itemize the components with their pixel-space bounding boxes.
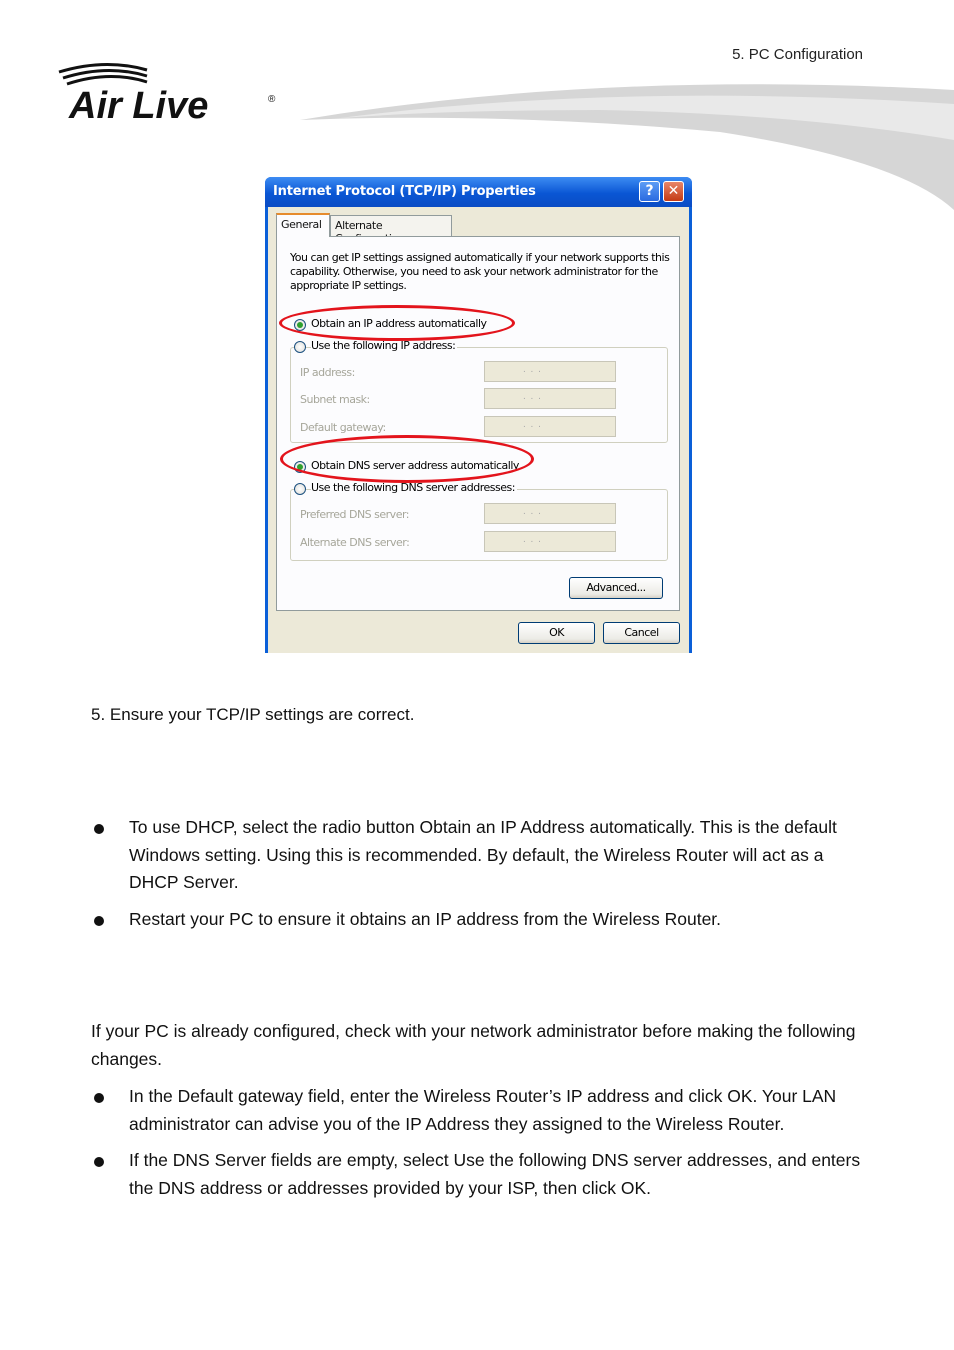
bullet-icon [94, 1093, 104, 1103]
header-section-label: 5. PC Configuration [732, 46, 863, 63]
bullet-icon [94, 1157, 104, 1167]
list-item [91, 906, 871, 934]
tab-alternate-configuration[interactable]: Alternate [330, 215, 452, 236]
tab-general[interactable]: General [276, 213, 330, 237]
svg-text:®: ® [268, 94, 276, 105]
dns-manual-label[interactable]: Use the following DNS server addresses: [311, 481, 515, 494]
airlive-logo [55, 58, 285, 128]
bullet-icon [94, 916, 104, 926]
list-item-text: If the DNS Server fields are empty, select Use the following DNS server addresses, and enters the DNS address or addresses provided by your ISP, then click OK. [129, 1150, 861, 1198]
default-gateway-label: Default gateway: [300, 421, 386, 434]
general-tab-panel [276, 236, 680, 611]
alternate-dns-field[interactable] [484, 531, 616, 552]
dns-auto-highlight [280, 435, 534, 483]
dhcp-bullet-list [91, 814, 871, 942]
dialog-title: Internet Protocol (TCP/IP) Properties [273, 184, 536, 199]
alternate-dns-label: Alternate DNS server: [300, 536, 410, 549]
list-item-text: To use DHCP, select the radio button Obtain an IP Address automatically. This is the default Windows setting. Using this is recommended. By default, the Wireless Router will act as a DHCP Server. [129, 817, 837, 892]
ip-auto-label[interactable]: Obtain an IP address automatically [311, 317, 487, 330]
tcpip-properties-dialog [265, 177, 692, 653]
help-icon[interactable]: ? [639, 181, 660, 202]
bullet-icon [94, 824, 104, 834]
ip-manual-radio[interactable] [294, 341, 306, 353]
config-paragraph: If your PC is already configured, check with your network administrator before making the following changes. [91, 1021, 856, 1069]
dialog-description: You can get IP settings assigned automatically if your network supports this capability. Otherwise, you need to ask your network administrator for the appropriate IP settings. [290, 251, 670, 292]
ip-address-label: IP address: [300, 366, 355, 379]
dialog-client-area [268, 207, 689, 653]
preferred-dns-field[interactable] [484, 503, 616, 524]
list-item [91, 1083, 871, 1138]
preferred-dns-label: Preferred DNS server: [300, 508, 409, 521]
ok-button[interactable]: OK [518, 622, 595, 644]
subnet-mask-field[interactable] [484, 388, 616, 409]
step-caption: 5. Ensure your TCP/IP settings are correct. [91, 705, 415, 724]
list-item-text: In the Default gateway field, enter the Wireless Router’s IP address and click OK. Your LAN administrator can advise you of the IP Address they assigned to the Wireless Router. [129, 1086, 837, 1134]
list-item-text: Restart your PC to ensure it obtains an IP address from the Wireless Router. [129, 908, 722, 929]
static-bullet-list [91, 1083, 871, 1211]
svg-text:Air Live: Air Live [69, 85, 209, 127]
list-item [91, 814, 871, 897]
list-item [91, 1147, 871, 1202]
advanced-button[interactable]: Advanced... [569, 577, 663, 599]
dns-auto-label[interactable]: Obtain DNS server address automatically [311, 459, 519, 472]
cancel-button[interactable]: Cancel [603, 622, 680, 644]
dns-manual-radio[interactable] [294, 483, 306, 495]
ip-manual-label[interactable]: Use the following IP address: [311, 339, 456, 352]
dialog-titlebar [265, 177, 692, 207]
ip-address-field[interactable] [484, 361, 616, 382]
default-gateway-field[interactable] [484, 416, 616, 437]
subnet-mask-label: Subnet mask: [300, 393, 370, 406]
ip-auto-highlight [279, 305, 515, 341]
close-icon[interactable]: ✕ [663, 181, 684, 202]
